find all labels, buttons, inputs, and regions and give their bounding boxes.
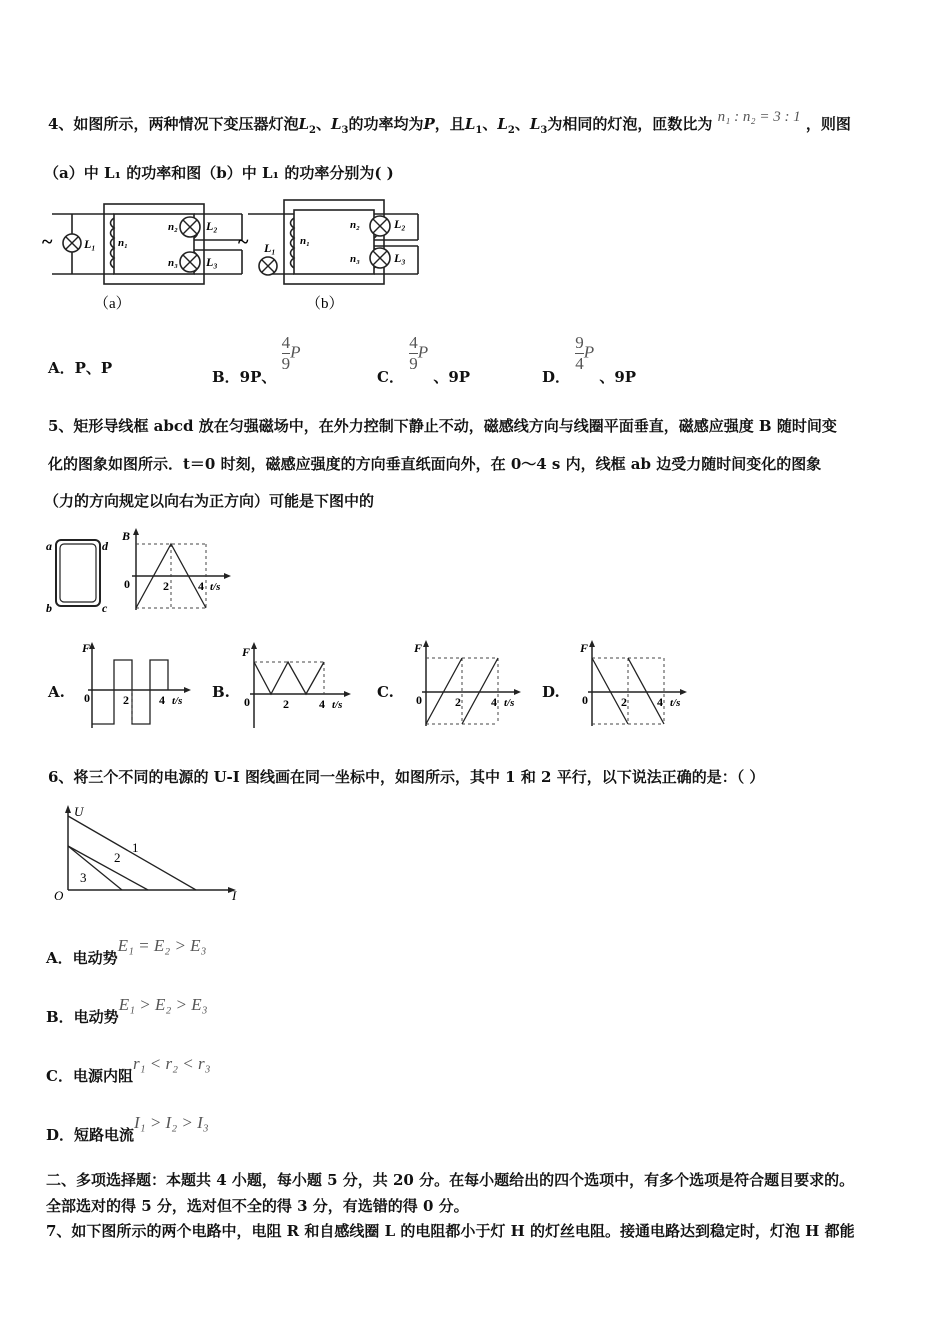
lamp-l1-b [259,257,277,275]
f-unit-d: t/s [670,697,681,709]
f-curve-a [92,660,168,724]
q4-l3b: L [529,115,541,133]
f-curve-c1 [426,658,462,724]
q4-option-d-var: P [583,342,595,362]
label-l2-b: L₂ [394,217,406,231]
q6-option-a-math: E₁ = E₂ > E₃ [117,936,207,955]
q4-sep2: 、 [482,115,498,133]
q4-l3: L [330,115,342,133]
label-l2-a: L₂ [206,219,218,233]
q6-option-a-text: A．电动势 [46,949,118,967]
b-origin-label: 0 [124,577,130,591]
q4-line1 [48,109,851,141]
f-origin-b: 0 [244,695,250,709]
i-axis-label: I [232,888,237,903]
q4-tail: ，则图 [805,115,851,133]
q4-l2b-sub: 2 [507,125,515,136]
q4-mid3: 为相同的灯泡，匝数比为 [547,115,713,133]
q4-mid2: ，且 [434,115,465,133]
line-1-label: 1 [132,840,139,855]
q4-l3-sub: 3 [341,125,349,136]
lamp-l3-b [370,248,390,268]
f-tick-4-c: 4 [491,695,497,709]
label-l3-b: L₃ [394,251,406,265]
q4-option-b-fraction [282,333,291,374]
q6-option-b-math: E₁ > E₂ > E₃ [118,995,208,1014]
label-n2-b: n₂ [350,219,360,231]
q4-l2-sub: 2 [309,125,316,136]
f-tick-4-b: 4 [319,697,325,711]
lamp-l2-a [180,217,200,237]
f-graph-c [410,636,525,730]
b-tick-4: 4 [198,579,204,593]
lamp-l1-a [63,234,81,252]
f-origin-a: 0 [84,691,90,705]
frame-label-d: d [102,539,108,553]
q4-option-d [542,333,637,386]
origin-label: O [54,888,64,903]
q4-option-c-fraction [409,333,418,374]
q4-option-b-var: P [290,342,301,362]
f-tick-4-d: 4 [657,695,663,709]
q4-option-c-post: 、9P [433,367,471,386]
q4-option-b-num: 4 [281,333,291,352]
u-axis-label: U [74,804,84,819]
q4-option-d-fraction [575,333,584,374]
f-tick-2-c: 2 [455,695,461,709]
label-l1-a: L₁ [84,237,96,251]
frame-label-b: b [46,601,52,615]
q6-option-d [46,1112,209,1144]
q4-mid1: 的功率均为 [348,115,424,133]
q4-l2: L [298,115,309,133]
f-axis-label-d: F [580,641,589,655]
b-t-graph [118,526,233,616]
q4-l2b: L [497,115,508,133]
q4-option-b [212,333,301,386]
q4-option-b-label: B．9P、 [212,367,277,386]
q6-option-b [46,994,208,1026]
q4-option-b-den: 9 [281,354,291,373]
f-curve-b [254,662,324,694]
q4-option-c-var: P [417,342,429,362]
q6-option-c-math: r₁ < r₂ < r₃ [132,1054,211,1073]
q7-line1: 7、如下图所示的两个电路中，电阻 R 和自感线圈 L 的电阻都小于灯 H 的灯丝电阻。接通电路达到稳定时，灯泡 H 都能 [46,1222,855,1240]
label-n1-b: n₁ [300,235,310,247]
q4-option-d-label: D． [542,367,571,386]
label-n3-a: n₃ [168,257,178,269]
q6-option-d-text: D．短路电流 [46,1126,135,1144]
lamp-l3-a [180,252,200,272]
f-origin-c: 0 [416,693,422,707]
label-n2-a: n₂ [168,221,178,233]
q4-l1b: L [464,115,476,133]
q4-l1b-sub: 1 [475,125,483,136]
wire-frame-abcd [44,532,114,616]
f-tick-2-d: 2 [621,695,627,709]
line-3-label: 3 [80,870,87,885]
transformer-diagram-b [238,196,423,314]
f-origin-d: 0 [582,693,588,707]
b-axis-label: B [122,529,131,543]
q4-option-c-den: 9 [409,354,418,373]
q4-line2: （a）中 L₁ 的功率和图（b）中 L₁ 的功率分别为( ) [44,164,394,182]
q4-option-d-post: 、9P [599,367,637,386]
q6-option-c-text: C．电源内阻 [46,1067,133,1085]
ac-source-a: ~ [42,231,53,253]
f-graph-b [240,640,355,732]
f-unit-a: t/s [172,695,183,707]
label-l1-b: L₁ [264,241,276,255]
f-unit-c: t/s [504,697,515,709]
caption-b: （b） [306,296,344,312]
line-2-label: 2 [114,850,121,865]
q6-option-a [46,935,207,967]
q6-option-b-text: B．电动势 [46,1008,119,1026]
q4-sep3: 、 [514,115,530,133]
q5-option-b: B. [212,683,230,701]
f-axis-label-c: F [414,641,423,655]
q5-option-d: D. [542,683,560,701]
frame-label-c: c [102,601,108,615]
f-tick-2-b: 2 [283,697,289,711]
label-n1-a: n₁ [118,237,128,249]
q4-sep1: 、 [315,115,331,133]
frame-label-a: a [46,539,52,553]
b-unit-label: t/s [210,581,221,593]
f-curve-d1 [592,658,628,724]
q5-line3: （力的方向规定以向右为正方向）可能是下图中的 [44,492,375,510]
q4-option-d-den: 4 [575,354,584,373]
section2-line2: 全部选对的得 5 分，选对但不全的得 3 分，有选错的得 0 分。 [46,1197,469,1215]
q4-option-c-num: 4 [409,333,418,352]
f-curve-d2 [628,658,664,724]
caption-a: （a） [94,296,131,312]
q6-line1: 6、将三个不同的电源的 U-I 图线画在同一坐标中，如图所示，其中 1 和 2 平行，以下说法正确的是：（ ） [48,768,765,786]
section2-line1: 二、多项选择题：本题共 4 小题，每小题 5 分，共 20 分。在每小题给出的四个选项中，有多个选项是符合题目要求的。 [46,1171,855,1189]
f-axis-label-b: F [242,645,251,659]
f-graph-d [576,636,691,730]
lamp-l2-b [370,216,390,236]
q5-line1: 5、矩形导线框 abcd 放在匀强磁场中，在外力控制下静止不动，磁感线方向与线圈平面垂直，磁感应强度 B 随时间变 [48,417,837,435]
f-curve-c2 [462,658,498,724]
q4-l3b-sub: 3 [540,125,548,136]
f-tick-4-a: 4 [159,693,165,707]
q4-p: P [423,115,435,133]
q5-line2: 化的图象如图所示．t＝0 时刻，磁感应强度的方向垂直纸面向外，在 0～4 s 内，线框 ab 边受力随时间变化的图象 [48,455,822,473]
q4-option-c-label: C． [377,367,404,386]
q4-line1-pre: 4、如图所示，两种情况下变压器灯泡 [48,115,299,133]
u-i-graph [50,800,250,904]
q5-option-c: C. [377,683,394,701]
q4-option-d-num: 9 [575,333,584,352]
label-l3-a: L₃ [206,255,218,269]
f-unit-b: t/s [332,699,343,711]
q5-option-a: A. [48,683,65,701]
f-axis-label-a: F [82,641,91,655]
f-graph-a [80,640,195,732]
q6-option-d-math: I₁ > I₂ > I₃ [134,1113,209,1132]
f-tick-2-a: 2 [123,693,129,707]
q4-option-a: A．P、P [48,359,113,377]
transformer-diagram-a [42,196,247,314]
ac-source-b: ~ [238,231,249,253]
q4-turns-ratio: n₁ : n₂ = 3 : 1 [717,109,801,125]
q6-option-c [46,1053,211,1085]
label-n3-b: n₃ [350,253,360,265]
b-tick-2: 2 [163,579,169,593]
q4-option-c [377,333,471,386]
